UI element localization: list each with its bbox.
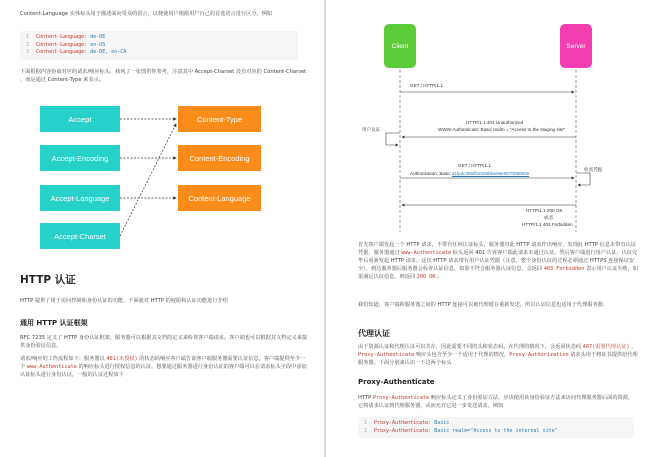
code-block-proxy-authenticate [358,417,634,438]
msg-403: HTTP/1.1 403 Forbidden [522,222,573,227]
msg-user-auth: 用户认证 [362,127,381,132]
code-line: 1 Content-Language: de-DE [26,34,106,40]
proxy-authenticate-paragraph: HTTP Proxy-Authenticate 响应标头定义了身份验证方法，应该使用该身份验证方法来访问代理服务器后面的资源。它将请求认证到代理服务器，从而允许它进一步发送请求。例如 [358,395,634,409]
auth-flow-paragraph: 请求/响应的工作流程如下：服务器以 401(未授权) 的状态码响应客户端告诉客户端服务器需要认证信息，客户端提供至少一个 www-Authenticate 的响应标头进行授权信息的认证。想要通过服务器进行身份认证的客户端可以在请求标头字段中添加认证标头进行身份认证，一般的认证过程如下 [20,356,307,378]
sequence-lines [326,0,650,232]
negotiation-paragraph: 下面根据内容协商对应的请求/响应标头，我列了一张图供你参考，注意其中 Accept-Charset 没有对应的 Content-Charset ，而是通过 Content-Type 来表示。 [20,69,307,83]
accept-box: Accept [40,106,120,132]
client-node: Client [384,24,416,68]
msg-get-2: GET / HTTP/1.1 [458,163,491,168]
content-language-box: Content-Language [178,185,261,211]
msg-www-authenticate: WWW-Authenticate: Basic realm = "Access to the staging site" [438,127,566,132]
code-line: 2 Proxy-Authenticate: Basic realm="Access to the internal site" [364,427,558,434]
server-node: Server [560,24,592,68]
right-page [326,0,650,457]
content-type-box: Content-Type [178,106,261,132]
intro-paragraph: Content-Language 实体标头用于描述面向受众的语言，以便使用户根据用户自己的首选语言进行区分。例如 [20,11,273,17]
http-auth-heading: HTTP 认证 [20,274,76,286]
msg-or: 或者 [544,215,554,220]
msg-check-credentials: 检查凭据 [584,167,603,172]
accept-encoding-box: Accept-Encoding [40,145,120,171]
auth-process-paragraph: 首先客户端发起一个 HTTP 请求，不带有任何认证标头，服务器对此 HTTP 请求作出响应，发现此 HTTP 信息未带有认证凭据，服务器通过 www-Authenticate 标头返回 401 告诉客户端此请求未通过认证。然后客户端进行用户认证，认证完毕后重新发起 HTTP 请求，这次 HTTP 请求带有用户认证凭据（注意，整个身份认证的过程必须通过 HTTPS 连接保证安全），到达服务器后服务器会检查认证信息，如果不符合服务器认证信息，会返回 403 Forbidden 表示用户认证失败，如果满足认证信息，则返回 200 OK 。 [358,242,638,280]
msg-authorization: Authorization: Basic a1lpdc3M4lbsS9abbe56e057008863e [410,171,530,176]
proxy-auth-heading: 代理认证 [358,329,390,338]
content-encoding-box: Content-Encoding [178,145,261,171]
general-auth-paragraph: RFC 7235 定义了 HTTP 身份认证框架，服务器可以根据其文档的定义来检查客户端请求。客户端也可以根据其文档定义来提供身份验证信息。 [20,335,308,349]
accept-charset-box: Accept-Charset [40,223,120,249]
msg-401: HTTP/1.1 401 Unauthorized [466,120,524,125]
msg-get-1: GET / HTTP/1.1 [410,83,443,88]
code-line: 3 Content-Language: de-DE, en-CA [26,49,127,55]
msg-200-ok: HTTP/1.1 200 OK [526,208,563,213]
proxy-cache-paragraph: 我们知道，客户端和服务器之间的 HTTP 连接可以被代理缓存重新发送，所以认证信息也适用于代理服务器。 [358,302,609,308]
general-auth-heading: 通用 HTTP 认证框架 [20,319,88,327]
http-auth-paragraph: HTTP 提供了用于访问控制和身份认证的功能，下面就对 HTTP 的权限和认证功能进行介绍 [20,298,228,304]
accept-language-box: Accept-Language [40,185,120,211]
code-line: 1 Proxy-Authenticate: Basic [364,420,450,426]
code-line: 2 Content-Language: en-US [26,41,106,48]
proxy-auth-paragraph: 由于资源认证和代理认证可以共存，因此需要不同的头和状态码，在代理的情况下，会返回状态码 407(需要代理认证) ，Proxy-Authenticate 响应头包含至少一个适用于代理的情况，Proxy-Authorization 请求头用于将证书提供给代理服务器。下面分别来认识一下这两个标头 [358,344,638,366]
left-page [0,0,324,457]
proxy-authenticate-heading: Proxy-Authenticate [358,378,435,386]
